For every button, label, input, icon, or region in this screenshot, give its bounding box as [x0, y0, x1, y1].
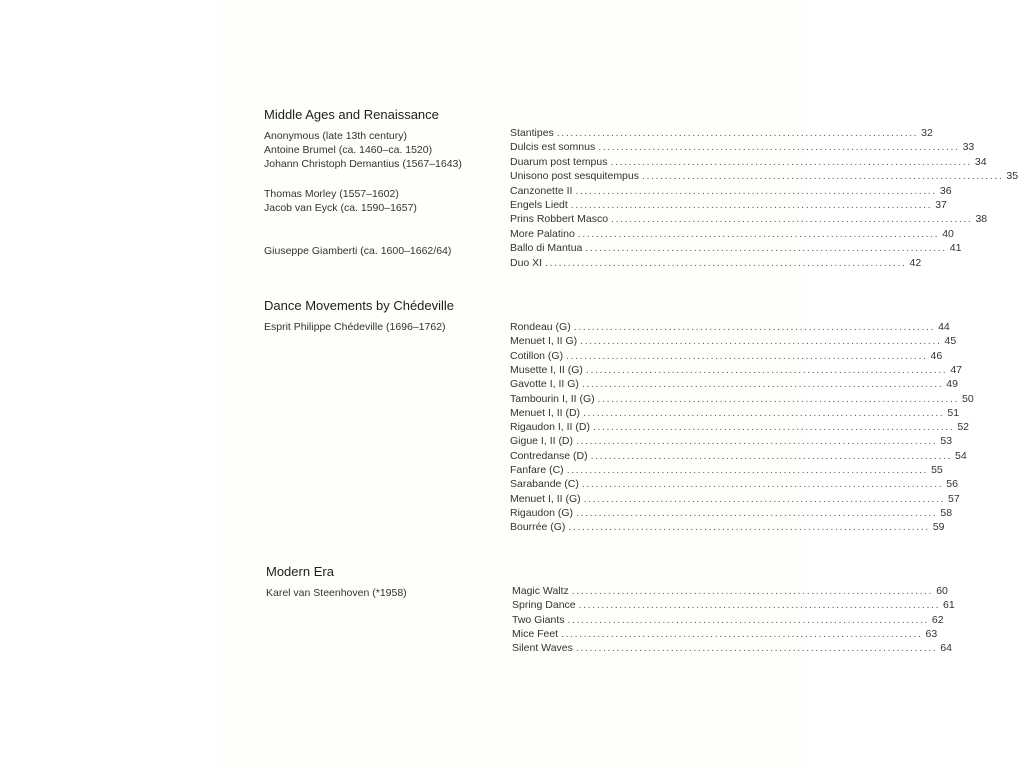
toc-entry[interactable]: [510, 506, 953, 520]
toc-entry[interactable]: [510, 349, 943, 363]
entry-title: Unisono post sesquitempus: [510, 170, 639, 183]
dot-leader: ................................................................................: [597, 392, 959, 405]
entry-page: 55: [931, 464, 943, 476]
toc-entry[interactable]: [510, 392, 974, 406]
entry-page: 32: [921, 127, 933, 139]
dot-leader: ................................................................................: [585, 242, 947, 255]
entry-title: Mice Feet: [512, 627, 559, 640]
entry-page: 51: [947, 406, 960, 419]
toc-entry[interactable]: [512, 584, 948, 598]
toc-entry[interactable]: [510, 155, 987, 169]
entry-title: Gigue I, II (D): [510, 435, 574, 448]
entry-page: 47: [950, 363, 963, 376]
entry-title: Fanfare (C): [510, 464, 564, 476]
entry-page: 56: [946, 478, 958, 491]
toc-entry[interactable]: [510, 198, 947, 212]
dot-leader: ................................................................................: [573, 321, 936, 333]
entry-page: 53: [940, 435, 953, 448]
dot-leader: ................................................................................: [576, 435, 938, 448]
toc-entry[interactable]: [512, 641, 952, 655]
composer-name: Esprit Philippe Chédeville (1696–1762): [264, 321, 446, 333]
dot-leader: ................................................................................: [561, 627, 923, 640]
entry-title: Bourrée (G): [510, 521, 566, 534]
composer-name: Karel van Steenhoven (*1958): [266, 587, 407, 599]
toc-entry[interactable]: [510, 320, 950, 334]
dot-leader: ................................................................................: [610, 155, 972, 168]
entry-title: Rondeau (G): [510, 321, 571, 333]
toc-entry[interactable]: [510, 334, 957, 348]
entry-page: 45: [944, 335, 957, 348]
entry-page: 33: [962, 141, 975, 154]
dot-leader: ................................................................................: [592, 421, 955, 434]
entry-title: Sarabande (C): [510, 478, 579, 491]
composer-name: Jacob van Eyck (ca. 1590–1657): [264, 202, 417, 214]
toc-entry[interactable]: [510, 492, 960, 506]
toc-entry[interactable]: [512, 613, 944, 627]
dot-leader: ................................................................................: [581, 378, 944, 391]
dot-leader: ................................................................................: [568, 521, 930, 534]
entry-page: 54: [955, 449, 967, 462]
composer-name: Thomas Morley (1557–1602): [264, 188, 399, 200]
entry-title: More Palatino: [510, 227, 575, 240]
entry-title: Ballo di Mantua: [510, 242, 583, 255]
entry-title: Rigaudon I, II (D): [510, 421, 590, 434]
dot-leader: ................................................................................: [575, 642, 938, 655]
entry-page: 42: [909, 256, 922, 269]
entry-title: Engels Liedt: [510, 199, 568, 211]
entry-title: Two Giants: [512, 613, 565, 626]
entry-title: Contredanse (D): [510, 449, 588, 462]
entry-page: 38: [975, 213, 988, 226]
entry-title: Dulcis est somnus: [510, 141, 596, 154]
entry-title: Musette I, II (G): [510, 363, 583, 376]
dot-leader: ................................................................................: [570, 199, 933, 211]
dot-leader: ................................................................................: [556, 127, 919, 139]
entry-page: 59: [932, 521, 945, 534]
entry-page: 44: [938, 321, 950, 333]
entry-page: 63: [925, 627, 938, 640]
entry-title: Prins Robbert Masco: [510, 213, 609, 226]
toc-entry[interactable]: [512, 598, 955, 612]
dot-leader: ................................................................................: [583, 406, 945, 419]
entry-title: Spring Dance: [512, 599, 576, 612]
toc-entry[interactable]: [510, 256, 922, 270]
toc-entry[interactable]: [510, 463, 943, 477]
dot-leader: ................................................................................: [576, 506, 938, 519]
toc-entry[interactable]: [510, 126, 933, 140]
dot-leader: ................................................................................: [611, 213, 973, 226]
dot-leader: ................................................................................: [575, 184, 937, 197]
dot-leader: ................................................................................: [642, 170, 1004, 183]
entry-title: Gavotte I, II G): [510, 378, 579, 391]
toc-entry[interactable]: [510, 434, 953, 448]
toc-entry[interactable]: [510, 184, 952, 198]
contents-page: [222, 0, 1019, 768]
entry-title: Tambourin I, II (G): [510, 392, 595, 405]
entry-title: Menuet I, II G): [510, 335, 578, 348]
toc-entry[interactable]: [510, 420, 970, 434]
entry-title: Canzonette II: [510, 184, 573, 197]
dot-leader: ................................................................................: [566, 464, 929, 476]
section-title: Dance Movements by Chédeville: [264, 298, 455, 313]
entry-page: 57: [948, 492, 960, 505]
entry-page: 61: [943, 599, 955, 612]
toc-entry[interactable]: [510, 449, 967, 463]
toc-entry[interactable]: [512, 627, 938, 641]
toc-entry[interactable]: [510, 377, 958, 391]
entry-title: Stantipes: [510, 127, 554, 139]
entry-title: Duo XI: [510, 256, 543, 269]
entry-page: 35: [1006, 170, 1019, 183]
toc-entry[interactable]: [510, 477, 958, 491]
dot-leader: ................................................................................: [585, 363, 948, 376]
entry-title: Magic Waltz: [512, 585, 569, 597]
toc-entry[interactable]: [510, 212, 988, 226]
dot-leader: ................................................................................: [581, 478, 944, 491]
dot-leader: ................................................................................: [545, 256, 907, 269]
entry-title: Cotillon (G): [510, 349, 564, 362]
toc-entry[interactable]: [510, 140, 975, 154]
entry-title: Duarum post tempus: [510, 155, 608, 168]
dot-leader: ................................................................................: [590, 449, 953, 462]
entry-page: 50: [962, 392, 974, 405]
entry-page: 60: [936, 585, 948, 597]
entry-page: 37: [935, 199, 947, 211]
entry-page: 46: [930, 349, 943, 362]
dot-leader: ................................................................................: [598, 141, 960, 154]
toc-entry[interactable]: [510, 520, 945, 534]
composer-name: Antoine Brumel (ca. 1460–ca. 1520): [264, 144, 433, 156]
toc-entry[interactable]: [510, 406, 960, 420]
entry-page: 36: [939, 184, 952, 197]
entry-page: 41: [949, 242, 962, 255]
composer-name: Giuseppe Giamberti (ca. 1600–1662/64): [264, 245, 452, 257]
toc-entry[interactable]: [510, 363, 963, 377]
dot-leader: ................................................................................: [583, 492, 945, 505]
dot-leader: ................................................................................: [578, 599, 941, 612]
toc-entry[interactable]: [510, 169, 1019, 183]
entry-page: 34: [974, 155, 987, 168]
entry-title: Rigaudon (G): [510, 506, 574, 519]
entry-page: 40: [942, 227, 954, 240]
toc-entry[interactable]: [510, 227, 954, 241]
entry-title: Silent Waves: [512, 642, 573, 655]
entry-page: 58: [940, 506, 953, 519]
section-title: Modern Era: [266, 564, 334, 579]
dot-leader: ................................................................................: [577, 227, 940, 240]
entry-page: 49: [946, 378, 958, 391]
entry-page: 52: [957, 421, 970, 434]
composer-name: Anonymous (late 13th century): [264, 130, 407, 142]
entry-title: Menuet I, II (D): [510, 406, 581, 419]
entry-page: 64: [940, 642, 952, 655]
entry-title: Menuet I, II (G): [510, 492, 581, 505]
composer-name: Johann Christoph Demantius (1567–1643): [264, 158, 462, 170]
dot-leader: ................................................................................: [580, 335, 942, 348]
dot-leader: ................................................................................: [571, 585, 934, 597]
entry-page: 62: [931, 613, 944, 626]
dot-leader: ................................................................................: [567, 613, 929, 626]
toc-entry[interactable]: [510, 241, 962, 255]
section-title: Middle Ages and Renaissance: [264, 107, 439, 122]
dot-leader: ................................................................................: [566, 349, 928, 362]
